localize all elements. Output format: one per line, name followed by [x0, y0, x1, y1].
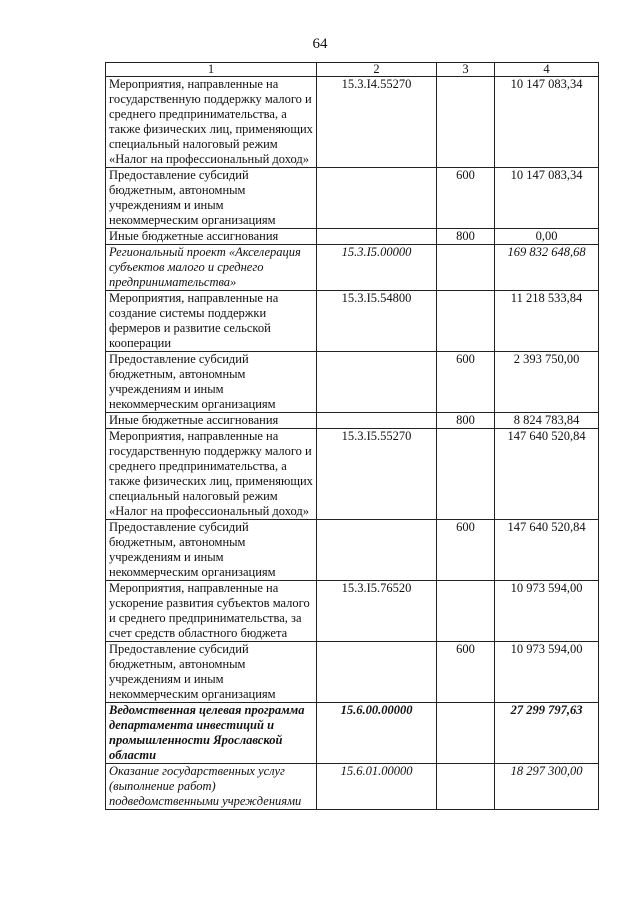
row-amount-cell: 10 973 594,00 [495, 642, 599, 703]
row-amount-cell: 147 640 520,84 [495, 429, 599, 520]
header-cell: 3 [437, 63, 495, 77]
table-row [106, 703, 599, 764]
row-type-cell [437, 291, 495, 352]
row-type-cell [437, 764, 495, 810]
row-amount-cell: 10 147 083,34 [495, 168, 599, 229]
row-type-cell: 600 [437, 168, 495, 229]
table-row [106, 429, 599, 520]
row-amount-cell: 18 297 300,00 [495, 764, 599, 810]
row-code-cell [317, 352, 437, 413]
row-name-cell: Мероприятия, направленные на создание системы поддержки фермеров и развитие сельской кооперации [106, 291, 317, 352]
row-amount-cell: 2 393 750,00 [495, 352, 599, 413]
table-row [106, 229, 599, 245]
table-row [106, 291, 599, 352]
table-header-row [106, 63, 599, 77]
page-number: 64 [312, 36, 328, 52]
row-code-cell [317, 520, 437, 581]
row-amount-cell: 0,00 [495, 229, 599, 245]
row-name-cell: Региональный проект «Акселерация субъектов малого и среднего предпринимательства» [106, 245, 317, 291]
header-cell: 4 [495, 63, 599, 77]
row-name-cell: Иные бюджетные ассигнования [106, 413, 317, 429]
row-name-cell: Предоставление субсидий бюджетным, автономным учреждениям и иным некоммерческим организациям [106, 642, 317, 703]
table-row [106, 352, 599, 413]
row-code-cell: 15.3.I5.54800 [317, 291, 437, 352]
row-type-cell: 600 [437, 520, 495, 581]
table-row [106, 245, 599, 291]
row-amount-cell: 10 147 083,34 [495, 77, 599, 168]
row-name-cell: Ведомственная целевая программа департамента инвестиций и промышленности Ярославской области [106, 703, 317, 764]
row-code-cell [317, 642, 437, 703]
row-name-cell: Иные бюджетные ассигнования [106, 229, 317, 245]
row-code-cell: 15.6.01.00000 [317, 764, 437, 810]
row-amount-cell: 169 832 648,68 [495, 245, 599, 291]
row-name-cell: Мероприятия, направленные на ускорение развития субъектов малого и среднего предпринимательства, за счет средств областного бюджета [106, 581, 317, 642]
row-type-cell: 600 [437, 352, 495, 413]
row-type-cell: 800 [437, 413, 495, 429]
row-type-cell [437, 245, 495, 291]
header-cell: 1 [106, 63, 317, 77]
row-code-cell [317, 168, 437, 229]
row-amount-cell: 8 824 783,84 [495, 413, 599, 429]
row-code-cell: 15.6.00.00000 [317, 703, 437, 764]
row-name-cell: Предоставление субсидий бюджетным, автономным учреждениям и иным некоммерческим организациям [106, 520, 317, 581]
table-row [106, 764, 599, 810]
row-code-cell: 15.3.I5.55270 [317, 429, 437, 520]
table-row [106, 581, 599, 642]
row-code-cell: 15.3.I5.00000 [317, 245, 437, 291]
row-type-cell: 600 [437, 642, 495, 703]
row-code-cell: 15.3.I4.55270 [317, 77, 437, 168]
row-type-cell [437, 703, 495, 764]
row-name-cell: Мероприятия, направленные на государственную поддержку малого и среднего предпринимательства, а также физических лиц, применяющих специальный налоговый режим «Налог на профессиональный доход» [106, 429, 317, 520]
row-amount-cell: 27 299 797,63 [495, 703, 599, 764]
table-row [106, 520, 599, 581]
table-row [106, 642, 599, 703]
row-type-cell [437, 77, 495, 168]
row-amount-cell: 11 218 533,84 [495, 291, 599, 352]
row-type-cell [437, 581, 495, 642]
header-cell: 2 [317, 63, 437, 77]
row-code-cell: 15.3.I5.76520 [317, 581, 437, 642]
budget-table [105, 62, 599, 810]
row-amount-cell: 10 973 594,00 [495, 581, 599, 642]
table-row [106, 168, 599, 229]
row-amount-cell: 147 640 520,84 [495, 520, 599, 581]
row-code-cell [317, 229, 437, 245]
row-name-cell: Предоставление субсидий бюджетным, автономным учреждениям и иным некоммерческим организациям [106, 168, 317, 229]
row-name-cell: Предоставление субсидий бюджетным, автономным учреждениям и иным некоммерческим организациям [106, 352, 317, 413]
row-name-cell: Оказание государственных услуг (выполнение работ) подведомственными учреждениями [106, 764, 317, 810]
row-type-cell [437, 429, 495, 520]
row-code-cell [317, 413, 437, 429]
table-row [106, 77, 599, 168]
row-name-cell: Мероприятия, направленные на государственную поддержку малого и среднего предпринимательства, а также физических лиц, применяющих специальный налоговый режим «Налог на профессиональный доход» [106, 77, 317, 168]
table-row [106, 413, 599, 429]
row-type-cell: 800 [437, 229, 495, 245]
